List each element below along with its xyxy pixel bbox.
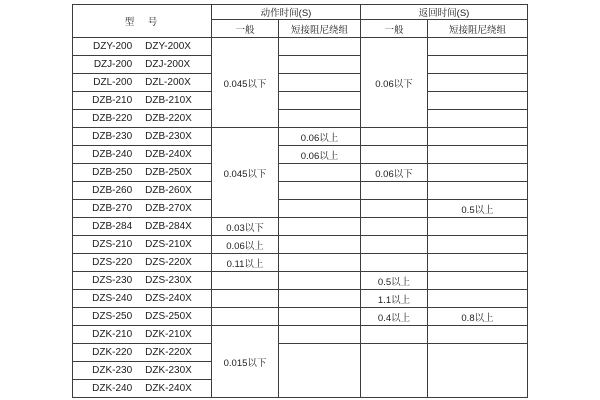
model-cell: [73, 344, 212, 362]
empty-cell: [428, 182, 528, 200]
model-cell: [73, 146, 212, 164]
model-name-x: DZB-270X: [145, 203, 192, 214]
empty-cell: [361, 254, 428, 272]
model-name-x: DZS-210X: [145, 239, 192, 250]
value-cell: 0.06以下: [361, 164, 428, 182]
empty-cell: [279, 56, 361, 74]
model-name-x: DZS-220X: [145, 257, 192, 268]
value-cell: 0.06以上: [279, 128, 361, 146]
model-name: DZB-270: [92, 203, 133, 214]
model-name-x: DZK-210X: [145, 329, 192, 340]
header-model: 型 号: [73, 5, 212, 38]
model-name: DZK-220: [92, 347, 133, 358]
table-body: [73, 38, 528, 398]
empty-cell: [212, 272, 279, 290]
model-name: DZL-200: [93, 77, 133, 88]
model-name-x: DZK-240X: [145, 383, 192, 394]
table-row: [73, 146, 528, 164]
model-name: DZJ-200: [93, 59, 133, 70]
table-row: [73, 272, 528, 290]
empty-cell: [279, 344, 361, 398]
table-row: [73, 56, 528, 74]
model-name: DZB-260: [92, 185, 133, 196]
model-cell: [73, 380, 212, 398]
empty-cell: [428, 110, 528, 128]
empty-cell: [428, 92, 528, 110]
model-cell: [73, 290, 212, 308]
model-name-x: DZS-240X: [145, 293, 192, 304]
table-row: [73, 200, 528, 218]
empty-cell: [428, 74, 528, 92]
model-name: DZS-230: [92, 275, 133, 286]
model-cell: [73, 56, 212, 74]
model-name-x: DZK-230X: [145, 365, 192, 376]
model-name-x: DZB-220X: [145, 113, 192, 124]
subheader-return-damping: 短接阻尼绕组: [428, 20, 528, 38]
model-cell: [73, 236, 212, 254]
model-name-x: DZL-200X: [145, 77, 191, 88]
value-cell: 0.06以上: [212, 236, 279, 254]
empty-cell: [279, 74, 361, 92]
empty-cell: [279, 290, 361, 308]
empty-cell: [428, 254, 528, 272]
table-header: [73, 5, 528, 38]
model-cell: [73, 218, 212, 236]
model-cell: [73, 308, 212, 326]
table-row: [73, 92, 528, 110]
empty-cell: [279, 218, 361, 236]
model-name-x: DZB-250X: [145, 167, 192, 178]
empty-cell: [279, 92, 361, 110]
model-name: DZS-210: [92, 239, 133, 250]
value-cell: 0.8以上: [428, 308, 528, 326]
empty-cell: [361, 236, 428, 254]
empty-cell: [361, 326, 428, 344]
table-row: [73, 110, 528, 128]
model-cell: [73, 362, 212, 380]
empty-cell: [428, 38, 528, 56]
empty-cell: [428, 128, 528, 146]
value-cell: 0.5以上: [361, 272, 428, 290]
empty-cell: [428, 164, 528, 182]
empty-cell: [279, 254, 361, 272]
table-row: [73, 128, 528, 146]
empty-cell: [279, 200, 361, 218]
empty-cell: [361, 200, 428, 218]
value-cell: 0.03以下: [212, 218, 279, 236]
model-name-x: DZJ-200X: [145, 59, 191, 70]
model-name: DZB-230: [92, 131, 133, 142]
model-name-x: DZS-230X: [145, 275, 192, 286]
empty-cell: [428, 272, 528, 290]
table-row: [73, 74, 528, 92]
empty-cell: [279, 164, 361, 182]
model-name: DZB-250: [92, 167, 133, 178]
model-name: DZB-240: [92, 149, 133, 160]
model-name-x: DZB-284X: [145, 221, 192, 232]
empty-cell: [428, 290, 528, 308]
value-cell: 0.4以上: [361, 308, 428, 326]
model-cell: [73, 254, 212, 272]
model-name: DZS-220: [92, 257, 133, 268]
table-row: [73, 344, 528, 362]
empty-cell: [279, 272, 361, 290]
table-row: [73, 164, 528, 182]
spec-table: [72, 4, 528, 398]
empty-cell: [361, 146, 428, 164]
empty-cell: [361, 344, 428, 398]
header-group-row: [73, 5, 528, 20]
empty-cell: [279, 308, 361, 326]
model-cell: [73, 182, 212, 200]
value-cell: 0.06以上: [279, 146, 361, 164]
empty-cell: [428, 326, 528, 344]
model-cell: [73, 128, 212, 146]
model-cell: [73, 38, 212, 56]
model-cell: [73, 164, 212, 182]
model-name: DZY-200: [93, 41, 133, 52]
empty-cell: [279, 326, 361, 344]
value-cell: 0.045以下: [212, 38, 279, 128]
model-name-x: DZS-250X: [145, 311, 192, 322]
empty-cell: [361, 182, 428, 200]
empty-cell: [428, 218, 528, 236]
model-name: DZB-284: [92, 221, 133, 232]
empty-cell: [212, 308, 279, 326]
model-cell: [73, 326, 212, 344]
table-row: [73, 254, 528, 272]
header-action-time: 动作时间(S): [212, 5, 361, 20]
header-return-time: 返回时间(S): [361, 5, 528, 20]
table-row: [73, 290, 528, 308]
table-row: [73, 38, 528, 56]
empty-cell: [279, 236, 361, 254]
empty-cell: [428, 146, 528, 164]
model-name: DZK-210: [92, 329, 133, 340]
empty-cell: [361, 128, 428, 146]
empty-cell: [428, 56, 528, 74]
model-name: DZK-230: [92, 365, 133, 376]
subheader-action-damping: 短接阻尼绕组: [279, 20, 361, 38]
empty-cell: [279, 38, 361, 56]
model-cell: [73, 200, 212, 218]
model-name: DZK-240: [92, 383, 133, 394]
empty-cell: [279, 110, 361, 128]
empty-cell: [428, 344, 528, 398]
value-cell: 0.045以下: [212, 128, 279, 218]
table-row: [73, 218, 528, 236]
table-row: [73, 236, 528, 254]
subheader-return-general: 一般: [361, 20, 428, 38]
model-name-x: DZB-230X: [145, 131, 192, 142]
model-cell: [73, 272, 212, 290]
value-cell: 0.11以上: [212, 254, 279, 272]
model-name-x: DZB-240X: [145, 149, 192, 160]
subheader-action-general: 一般: [212, 20, 279, 38]
table-row: [73, 308, 528, 326]
model-name-x: DZB-210X: [145, 95, 192, 106]
table-row: [73, 182, 528, 200]
model-name-x: DZK-220X: [145, 347, 192, 358]
empty-cell: [428, 236, 528, 254]
value-cell: 1.1以上: [361, 290, 428, 308]
value-cell: 0.5以上: [428, 200, 528, 218]
model-cell: [73, 110, 212, 128]
empty-cell: [361, 218, 428, 236]
model-cell: [73, 74, 212, 92]
model-name: DZB-220: [92, 113, 133, 124]
value-cell: 0.06以下: [361, 38, 428, 128]
table-row: [73, 326, 528, 344]
model-name: DZS-250: [92, 311, 133, 322]
model-name-x: DZY-200X: [145, 41, 191, 52]
model-cell: [73, 92, 212, 110]
empty-cell: [212, 290, 279, 308]
model-name-x: DZB-260X: [145, 185, 192, 196]
model-name: DZS-240: [92, 293, 133, 304]
empty-cell: [279, 182, 361, 200]
model-name: DZB-210: [92, 95, 133, 106]
value-cell: 0.015以下: [212, 326, 279, 398]
